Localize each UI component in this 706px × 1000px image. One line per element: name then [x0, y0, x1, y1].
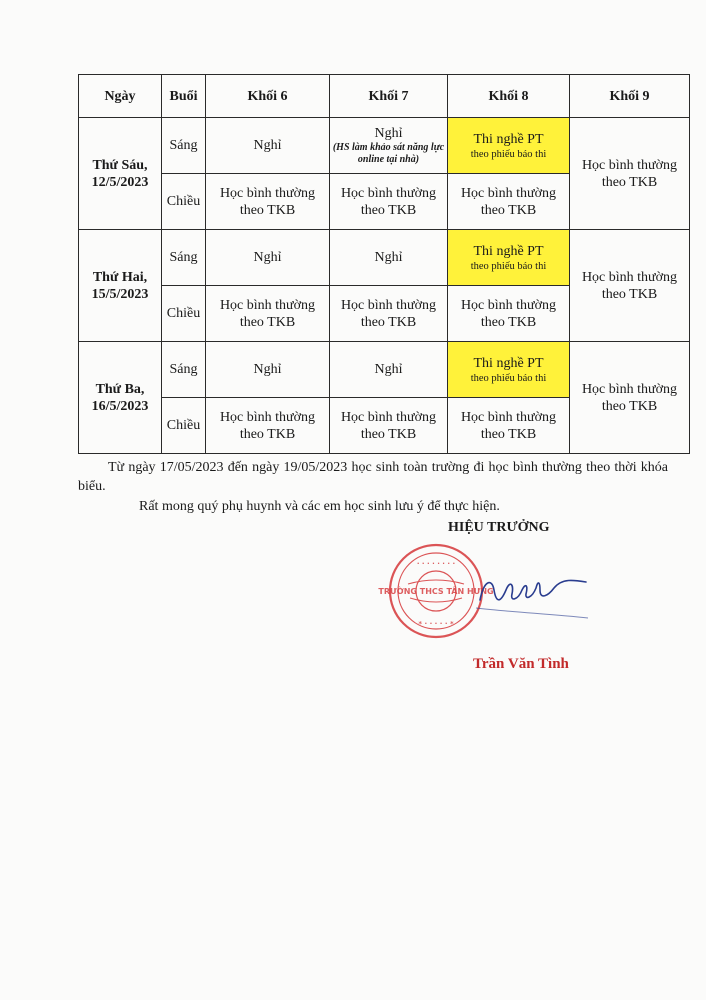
day-cell: [79, 342, 162, 454]
khoi7-cell: Học bình thường theo TKB: [330, 286, 448, 342]
stamp-text: TRƯỜNG THCS TÂN HƯNG: [378, 587, 494, 596]
day-date: 15/5/2023: [91, 286, 149, 302]
day-cell: [79, 230, 162, 342]
session-cell: Chiều: [162, 398, 206, 454]
khoi6-cell: Học bình thường theo TKB: [206, 398, 330, 454]
khoi8-value: Thi nghề PT: [473, 243, 544, 259]
khoi8-value: Thi nghề PT: [473, 355, 544, 371]
header-khoi-7: Khối 7: [330, 75, 448, 118]
khoi7-cell: Học bình thường theo TKB: [330, 174, 448, 230]
khoi7-cell: [330, 118, 448, 174]
table-header-row: [79, 75, 690, 118]
day-name: Thứ Sáu,: [92, 157, 148, 173]
khoi8-highlight-cell: [448, 118, 570, 174]
khoi8-sub: theo phiếu báo thi: [470, 148, 547, 160]
session-cell: Chiều: [162, 286, 206, 342]
day-cell: [79, 118, 162, 230]
session-cell: Chiều: [162, 174, 206, 230]
khoi9-cell: Học bình thường theo TKB: [570, 230, 690, 342]
khoi6-cell: Nghỉ: [206, 118, 330, 174]
khoi8-cell: Học bình thường theo TKB: [448, 174, 570, 230]
khoi8-cell: Học bình thường theo TKB: [448, 286, 570, 342]
khoi7-cell: Nghỉ: [330, 230, 448, 286]
notice-paragraph-1: [78, 458, 668, 496]
khoi7-note: (HS làm khảo sát năng lực online tại nhà): [332, 142, 445, 165]
signer-title: HIỆU TRƯỞNG: [448, 520, 550, 535]
day-date: 12/5/2023: [91, 174, 149, 190]
khoi8-highlight-cell: [448, 230, 570, 286]
header-khoi-8: Khối 8: [448, 75, 570, 118]
khoi9-cell: Học bình thường theo TKB: [570, 342, 690, 454]
khoi6-cell: Nghỉ: [206, 342, 330, 398]
day-date: 16/5/2023: [91, 398, 149, 414]
khoi6-cell: Học bình thường theo TKB: [206, 286, 330, 342]
khoi7-cell: Nghỉ: [330, 342, 448, 398]
khoi8-cell: Học bình thường theo TKB: [448, 398, 570, 454]
session-cell: Sáng: [162, 118, 206, 174]
header-khoi-9: Khối 9: [570, 75, 690, 118]
khoi6-cell: Học bình thường theo TKB: [206, 174, 330, 230]
khoi8-sub: theo phiếu báo thi: [470, 372, 547, 384]
header-khoi-6: Khối 6: [206, 75, 330, 118]
khoi8-highlight-cell: [448, 342, 570, 398]
notice-text-1: Từ ngày 17/05/2023 đến ngày 19/05/2023 học sinh toàn trường đi học bình thường theo thời khóa biểu.: [78, 460, 668, 494]
header-ngay: Ngày: [79, 75, 162, 118]
table-row: [79, 342, 690, 398]
khoi7-value: Nghỉ: [374, 126, 403, 141]
svg-text:· · · · · · · ·: · · · · · · · ·: [416, 560, 456, 568]
day-name: Thứ Ba,: [95, 381, 145, 397]
signer-name: Trần Văn Tình: [473, 656, 569, 672]
khoi6-cell: Nghỉ: [206, 230, 330, 286]
session-cell: Sáng: [162, 230, 206, 286]
khoi8-sub: theo phiếu báo thi: [470, 260, 547, 272]
table-row: [79, 230, 690, 286]
khoi8-value: Thi nghề PT: [473, 131, 544, 147]
session-cell: Sáng: [162, 342, 206, 398]
notice-paragraph-2: Rất mong quý phụ huynh và các em học sinh lưu ý để thực hiện.: [139, 499, 500, 514]
table-row: [79, 118, 690, 174]
day-name: Thứ Hai,: [92, 269, 148, 285]
handwritten-signature-icon: [470, 560, 590, 620]
header-buoi: Buổi: [162, 75, 206, 118]
svg-text:* · · · · · *: * · · · · · *: [418, 620, 454, 628]
khoi7-cell: Học bình thường theo TKB: [330, 398, 448, 454]
khoi9-cell: Học bình thường theo TKB: [570, 118, 690, 230]
schedule-table: [78, 74, 690, 454]
